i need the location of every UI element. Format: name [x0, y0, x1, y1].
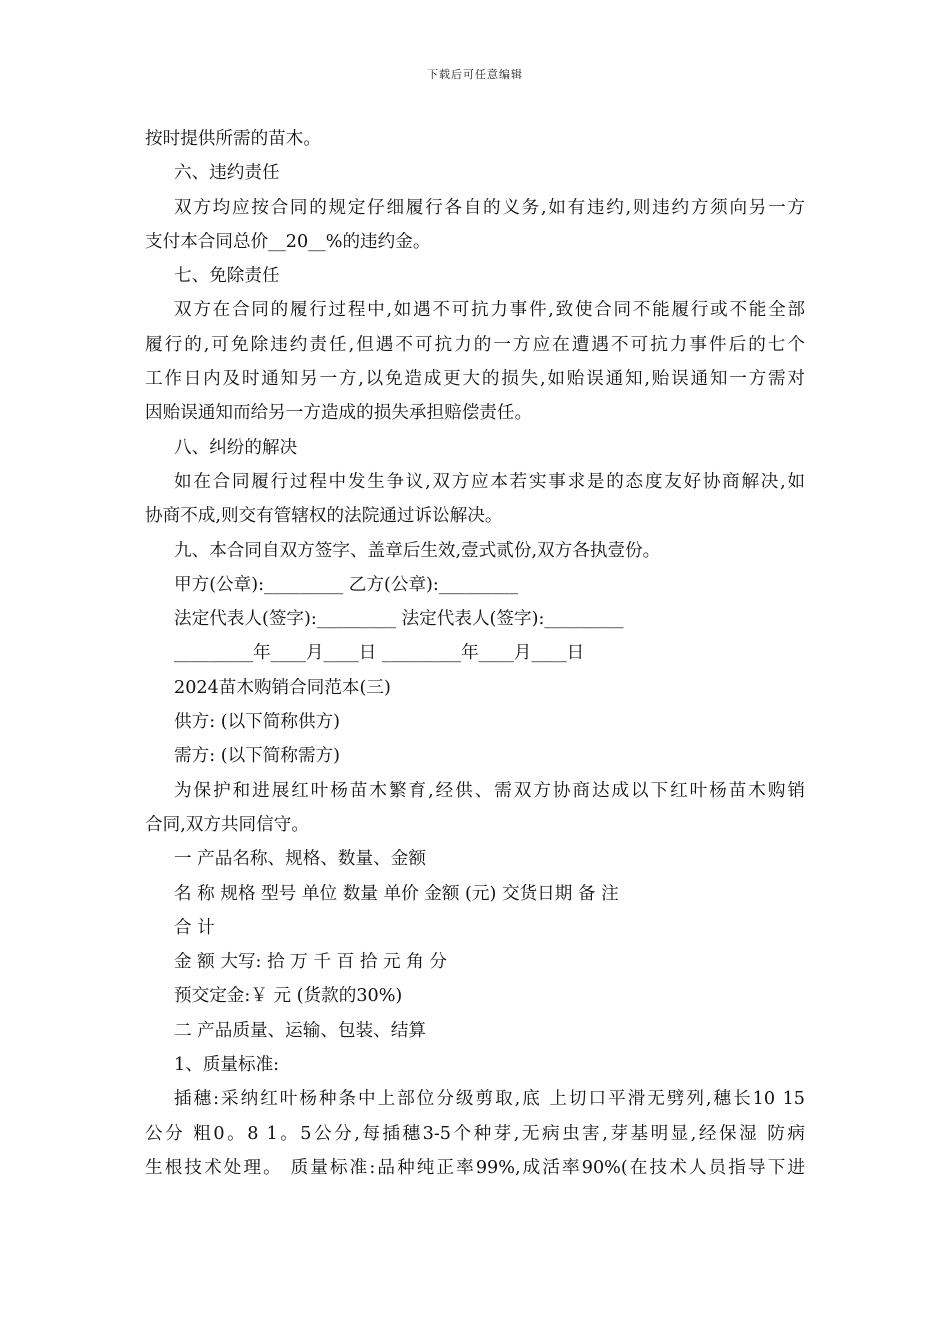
text-line: 为保护和进展红叶杨苗木繁育,经供、需双方协商达成以下红叶杨苗木购销 [174, 780, 805, 801]
text-line: 供方: (以下简称供方) [174, 712, 340, 733]
text-line: 工作日内及时通知另一方,以免造成更大的损失,如贻误通知,贻误通知一方需对 [145, 369, 805, 390]
text-line: _________年____月____日 _________年____月____日 [174, 643, 585, 664]
text-line: 如在合同履行过程中发生争议,双方应本若实事求是的态度友好协商解决,如 [174, 471, 805, 492]
text-line: 2024苗木购销合同范本(三) [174, 677, 391, 698]
page-header: 下载后可任意编辑 [427, 68, 523, 81]
document-body [145, 122, 805, 1185]
text-line: 双方在合同的履行过程中,如遇不可抗力事件,致使合同不能履行或不能全部 [174, 300, 805, 321]
text-line: 履行的,可免除违约责任,但遇不可抗力的一方应在遭遇不可抗力事件后的七个 [145, 334, 805, 355]
text-line: 名 称 规格 型号 单位 数量 单价 金额 (元) 交货日期 备 注 [174, 883, 619, 904]
text-line: 预交定金:￥ 元 (货款的30%) [174, 986, 403, 1007]
text-line: 六、违约责任 [174, 163, 280, 184]
text-line: 双方均应按合同的规定仔细履行各自的义务,如有违约,则违约方须向另一方 [174, 197, 805, 218]
text-line: 合同,双方共同信守。 [145, 814, 309, 835]
text-line: 合 计 [174, 917, 215, 938]
text-line: 金 额 大写: 拾 万 千 百 拾 元 角 分 [174, 952, 447, 973]
text-line: 二 产品质量、运输、包装、结算 [174, 1020, 426, 1041]
text-line: 七、免除责任 [174, 266, 280, 287]
text-line: 九、本合同自双方签字、盖章后生效,壹式贰份,双方各执壹份。 [174, 540, 661, 561]
text-line: 八、纠纷的解决 [174, 437, 298, 458]
text-line: 因贻误通知而给另一方造成的损失承担赔偿责任。 [145, 403, 533, 424]
text-line: 1、质量标准: [174, 1055, 280, 1076]
text-line: 插穗:采纳红叶杨种条中上部位分级剪取,底 上切口平滑无劈列,穗长10 15 [174, 1089, 805, 1110]
text-line: 按时提供所需的苗木。 [145, 129, 321, 149]
text-line: 甲方(公章):_________ 乙方(公章):_________ [174, 574, 518, 595]
text-line: 支付本合同总价__20__%的违约金。 [145, 231, 431, 252]
text-line: 公分 粗0。8 1。5公分,每插穗3-5个种芽,无病虫害,芽基明显,经保湿 防病 [145, 1123, 805, 1144]
text-line: 法定代表人(签字):_________ 法定代表人(签字):_________ [174, 609, 624, 630]
text-line: 需方: (以下简称需方) [174, 746, 340, 767]
text-line: 协商不成,则交有管辖权的法院通过诉讼解决。 [145, 506, 503, 527]
text-line: 一 产品名称、规格、数量、金额 [174, 849, 426, 870]
text-line: 生根技术处理。 质量标准:品种纯正率99%,成活率90%(在技术人员指导下进 [145, 1157, 805, 1178]
